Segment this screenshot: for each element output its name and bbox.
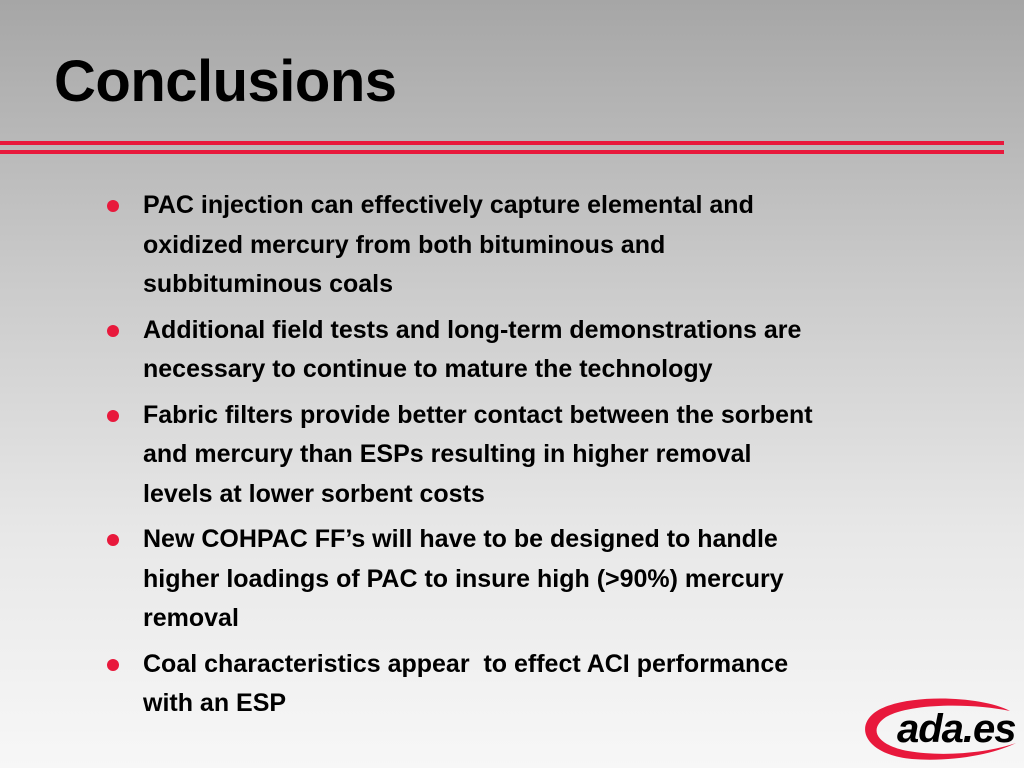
company-logo [860, 697, 1020, 763]
bullet-list [104, 186, 904, 730]
bullet-item [104, 311, 904, 390]
bullet-dot-icon [107, 659, 119, 671]
bullet-item [104, 645, 904, 724]
bullet-text: PAC injection can effectively capture elemental and oxidized mercury from both bituminous and subbituminous coals [143, 191, 754, 298]
title-divider-bottom [0, 150, 1004, 154]
bullet-item [104, 396, 904, 515]
bullet-dot-icon [107, 534, 119, 546]
bullet-text: Fabric filters provide better contact between the sorbent and mercury than ESPs resulting in higher removal levels at lower sorbent costs [143, 400, 813, 508]
bullet-text: Additional field tests and long-term demonstrations are necessary to continue to mature the technology [143, 315, 802, 383]
bullet-text: New COHPAC FF’s will have to be designed to handle higher loadings of PAC to insure high (>90%) mercury removal [143, 525, 784, 632]
bullet-dot-icon [107, 325, 119, 337]
logo-wordmark: ada.es [897, 707, 1016, 751]
bullet-item [104, 186, 904, 305]
title-divider-top [0, 141, 1004, 145]
bullet-item [104, 520, 904, 639]
bullet-text: Coal characteristics appear to effect ACI performance with an ESP [143, 649, 789, 717]
bullet-dot-icon [107, 200, 119, 212]
bullet-dot-icon [107, 410, 119, 422]
slide-title: Conclusions [54, 49, 397, 114]
